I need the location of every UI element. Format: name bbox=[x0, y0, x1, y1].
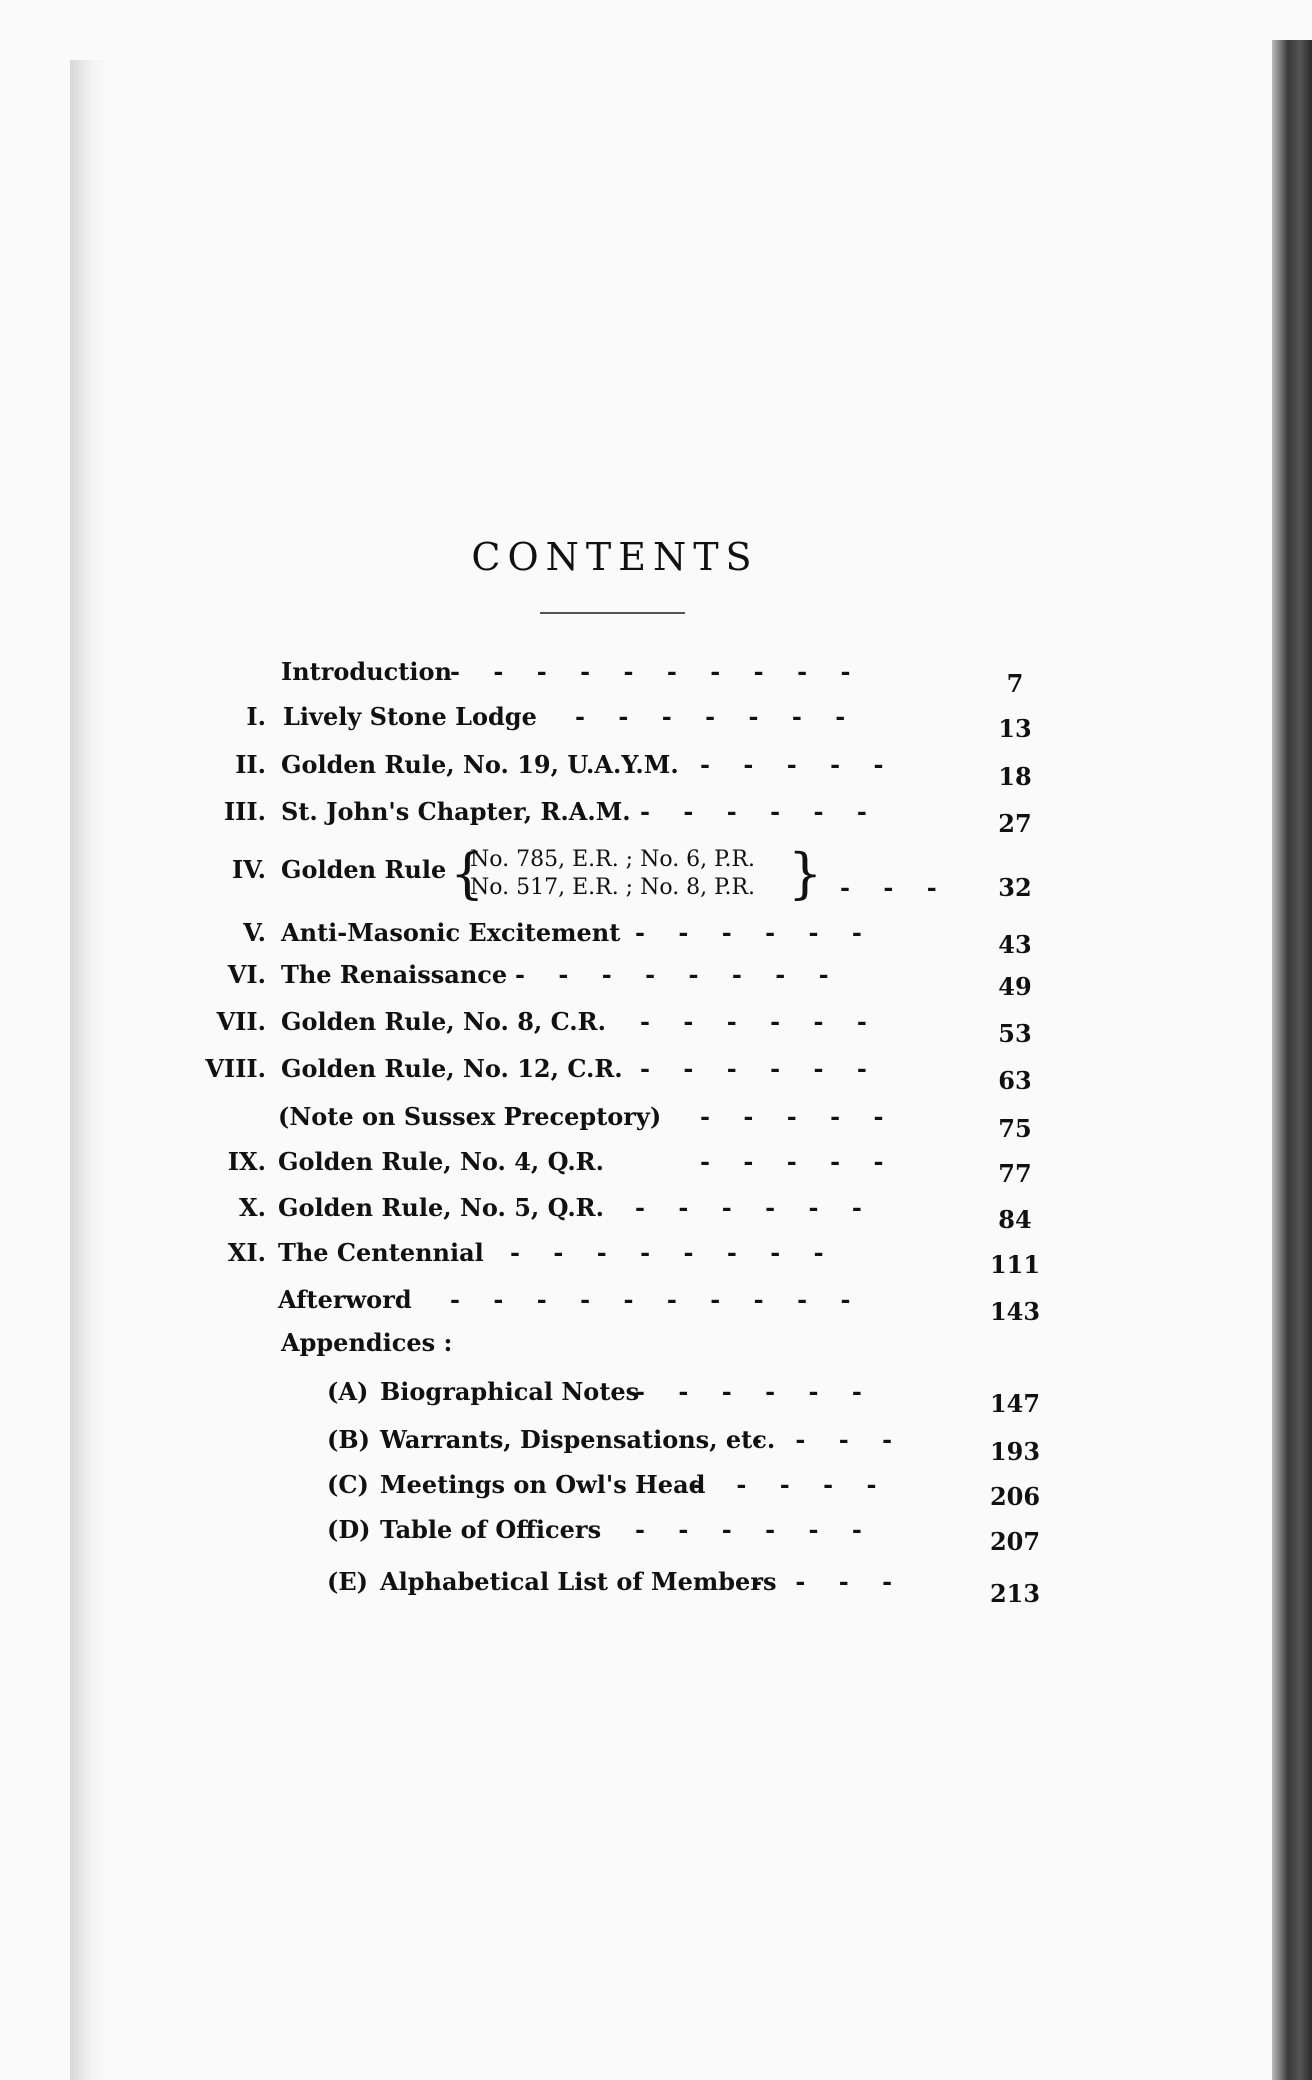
leader-dots: - - - - - - - - bbox=[515, 960, 829, 989]
appendix-letter: (A) bbox=[327, 1377, 369, 1406]
entry-label: Golden Rule, No. 8, C.R. bbox=[281, 1007, 606, 1036]
entry-label: Table of Officers bbox=[380, 1515, 602, 1544]
appendix-letter: (D) bbox=[327, 1515, 371, 1544]
toc-entry-ii bbox=[0, 745, 1312, 791]
leader-dots: - - - - bbox=[752, 1425, 893, 1454]
chapter-number: IX. bbox=[227, 1147, 266, 1176]
appendix-entry-d bbox=[0, 1510, 1312, 1556]
entry-page: 143 bbox=[989, 1297, 1041, 1326]
toc-entry-appendices bbox=[0, 1323, 1312, 1363]
entry-page: 63 bbox=[998, 1066, 1032, 1095]
chapter-number: V. bbox=[243, 918, 266, 947]
page-title: CONTENTS bbox=[471, 535, 759, 580]
subentry-line: No. 517, E.R. ; No. 8, P.R. bbox=[470, 875, 756, 900]
appendix-entry-e bbox=[0, 1562, 1312, 1608]
entry-label: Appendices : bbox=[281, 1328, 453, 1357]
entry-page: 18 bbox=[998, 762, 1032, 791]
entry-label: Anti-Masonic Excitement bbox=[281, 918, 621, 947]
entry-page: 206 bbox=[989, 1482, 1041, 1511]
chapter-number: I. bbox=[246, 702, 266, 731]
chapter-number: VI. bbox=[227, 960, 266, 989]
title-rule bbox=[540, 612, 685, 614]
appendix-entry-b bbox=[0, 1420, 1312, 1466]
chapter-number: XI. bbox=[227, 1238, 266, 1267]
entry-label: Meetings on Owl's Head bbox=[380, 1470, 706, 1499]
brace-lines bbox=[470, 846, 755, 902]
toc-entry-sussex-note bbox=[0, 1097, 1312, 1143]
leader-dots: - - - - - - - - bbox=[510, 1238, 824, 1267]
entry-page: 32 bbox=[998, 873, 1032, 902]
leader-dots: - - - bbox=[840, 873, 937, 902]
entry-page: 84 bbox=[998, 1205, 1032, 1234]
leader-dots: - - - - - - bbox=[635, 1377, 862, 1406]
entry-page: 27 bbox=[998, 809, 1032, 838]
entry-page: 49 bbox=[998, 972, 1032, 1001]
leader-dots: - - - - - - bbox=[640, 797, 867, 826]
subentry-line: No. 785, E.R. ; No. 6, P.R. bbox=[470, 847, 756, 872]
appendix-entry-c bbox=[0, 1465, 1312, 1511]
leader-dots: - - - - - bbox=[700, 1102, 884, 1131]
entry-label: Golden Rule, No. 19, U.A.Y.M. bbox=[281, 750, 679, 779]
entry-label: Lively Stone Lodge bbox=[283, 702, 537, 731]
leader-dots: - - - - - - bbox=[635, 1193, 862, 1222]
entry-page: 13 bbox=[998, 714, 1032, 743]
chapter-number: VII. bbox=[216, 1007, 266, 1036]
toc-entry-iii bbox=[0, 792, 1312, 838]
leader-dots: - - - - - - - bbox=[575, 702, 846, 731]
toc-entry-vii bbox=[0, 1002, 1312, 1048]
leader-dots: - - - - bbox=[752, 1567, 893, 1596]
entry-label: The Centennial bbox=[278, 1238, 484, 1267]
entry-label: Golden Rule bbox=[281, 855, 447, 884]
appendix-entry-a bbox=[0, 1372, 1312, 1418]
entry-label: Biographical Notes bbox=[380, 1377, 640, 1406]
entry-label: Golden Rule, No. 5, Q.R. bbox=[278, 1193, 604, 1222]
entry-label: (Note on Sussex Preceptory) bbox=[278, 1102, 662, 1131]
entry-label: Warrants, Dispensations, etc. bbox=[380, 1425, 776, 1454]
toc-entry-viii bbox=[0, 1049, 1312, 1095]
leader-dots: - - - - - - bbox=[635, 918, 862, 947]
leader-dots: - - - - - - bbox=[640, 1054, 867, 1083]
entry-page: 53 bbox=[998, 1019, 1032, 1048]
chapter-number: VIII. bbox=[205, 1054, 266, 1083]
entry-page: 77 bbox=[998, 1159, 1032, 1188]
toc-entry-introduction bbox=[0, 652, 1312, 698]
chapter-number: II. bbox=[235, 750, 266, 779]
appendix-letter: (C) bbox=[327, 1470, 369, 1499]
right-brace: } bbox=[788, 842, 823, 905]
leader-dots: - - - - - bbox=[700, 1147, 884, 1176]
entry-page: 147 bbox=[989, 1389, 1041, 1418]
appendix-letter: (E) bbox=[327, 1567, 369, 1596]
entry-label: Alphabetical List of Members bbox=[380, 1567, 777, 1596]
entry-label: Afterword bbox=[278, 1285, 412, 1314]
chapter-number: X. bbox=[239, 1193, 266, 1222]
toc-entry-afterword bbox=[0, 1280, 1312, 1326]
leader-dots: - - - - - bbox=[700, 750, 884, 779]
toc-entry-ix bbox=[0, 1142, 1312, 1188]
toc-entry-x bbox=[0, 1188, 1312, 1234]
leader-dots: - - - - - - - - - - bbox=[450, 657, 851, 686]
toc-entry-v bbox=[0, 913, 1312, 959]
entry-label: Golden Rule, No. 4, Q.R. bbox=[278, 1147, 604, 1176]
toc-entry-i bbox=[0, 697, 1312, 743]
entry-page: 7 bbox=[1006, 669, 1024, 698]
left-brace: { bbox=[450, 842, 485, 905]
entry-label: Golden Rule, No. 12, C.R. bbox=[281, 1054, 623, 1083]
entry-page: 207 bbox=[989, 1527, 1041, 1556]
entry-label: St. John's Chapter, R.A.M. bbox=[281, 797, 631, 826]
entry-label: Introduction bbox=[281, 657, 452, 686]
entry-page: 75 bbox=[998, 1114, 1032, 1143]
chapter-number: IV. bbox=[231, 855, 266, 884]
leader-dots: - - - - - - bbox=[640, 1007, 867, 1036]
entry-page: 43 bbox=[998, 930, 1032, 959]
appendix-letter: (B) bbox=[327, 1425, 370, 1454]
leader-dots: - - - - - bbox=[693, 1470, 877, 1499]
leader-dots: - - - - - - - - - - bbox=[450, 1285, 851, 1314]
toc-entry-vi bbox=[0, 955, 1312, 1001]
entry-page: 213 bbox=[989, 1579, 1041, 1608]
toc-entry-xi bbox=[0, 1233, 1312, 1279]
entry-label: The Renaissance bbox=[281, 960, 508, 989]
chapter-number: III. bbox=[223, 797, 266, 826]
entry-page: 193 bbox=[989, 1437, 1041, 1466]
entry-page: 111 bbox=[989, 1250, 1041, 1279]
leader-dots: - - - - - - bbox=[635, 1515, 862, 1544]
